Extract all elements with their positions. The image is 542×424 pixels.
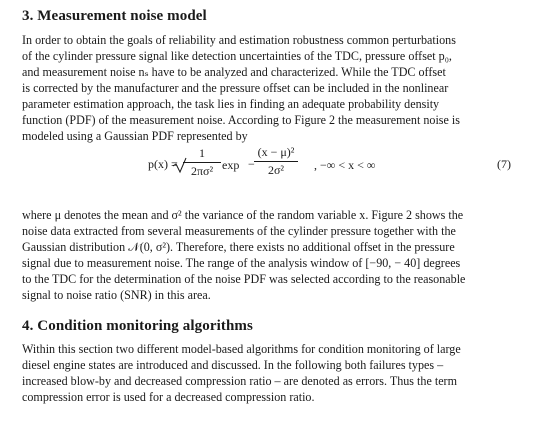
paragraph-line: diesel engine states are introduced and discussed. In the following both failures types –: [22, 358, 444, 372]
equation-domain: , −∞ < x < ∞: [314, 158, 376, 172]
paragraph-line: is corrected by the manufacturer and the pressure offset can be included in the nonlinear: [22, 81, 449, 95]
section-3-heading: 3. Measurement noise model: [22, 8, 207, 24]
equation-exp: exp: [222, 158, 240, 172]
paragraph-line: compression error is used for a decreased compression ratio.: [22, 390, 315, 404]
paragraph-line: where μ denotes the mean and σ² the variance of the random variable x. Figure 2 shows the: [22, 208, 464, 222]
paragraph-line: function (PDF) of the measurement noise. According to Figure 2 the measurement noise is: [22, 113, 460, 127]
paragraph-line: Gaussian distribution 𝒩(0, σ²). Therefore, there exists no additional offset in the pressure: [22, 240, 455, 254]
equation-fraction-exponent: [254, 145, 298, 178]
fraction-numerator: (x − μ)²: [257, 145, 295, 159]
paragraph-line: signal due to measurement noise. The range of the analysis window of [−90, − 40] degrees: [22, 256, 461, 270]
fraction-bar: [183, 162, 221, 163]
fraction-denominator: 2πσ²: [190, 164, 214, 178]
fraction-bar: [254, 161, 298, 162]
equation-7: [0, 143, 542, 189]
paragraph-line: modeled using a Gaussian PDF represented by: [22, 129, 248, 143]
paragraph-line: Within this section two different model-based algorithms for condition monitoring of large: [22, 342, 461, 356]
section-4-heading: 4. Condition monitoring algorithms: [22, 318, 253, 334]
equation-minus: −: [248, 157, 255, 171]
paragraph-line: In order to obtain the goals of reliability and estimation robustness common perturbations: [22, 33, 456, 47]
paragraph-line: increased blow-by and decreased compression ratio – are denoted as errors. Thus the term: [22, 374, 457, 388]
fraction-numerator: 1: [199, 146, 205, 160]
paragraph-line: and measurement noise nₛ have to be analyzed and characterized. While the TDC offset: [22, 65, 446, 79]
paragraph-line: signal to noise ratio (SNR) in this area.: [22, 288, 211, 302]
equation-lhs: p(x) =: [148, 157, 178, 171]
equation-number: (7): [497, 157, 511, 171]
paragraph-line: of the cylinder pressure signal like detection uncertainties of the TDC, pressure offset p₀,: [22, 49, 452, 63]
paragraph-line: parameter estimation approach, the task lies in finding an adequate probability density: [22, 97, 440, 111]
equation-fraction-normalizer: [183, 146, 221, 179]
paragraph-line: noise data extracted from several measurements of the cylinder pressure together with the: [22, 224, 456, 238]
paragraph-line: to the TDC for the determination of the noise PDF was selected according to the reasonable: [22, 272, 466, 286]
fraction-denominator: 2σ²: [267, 163, 285, 177]
